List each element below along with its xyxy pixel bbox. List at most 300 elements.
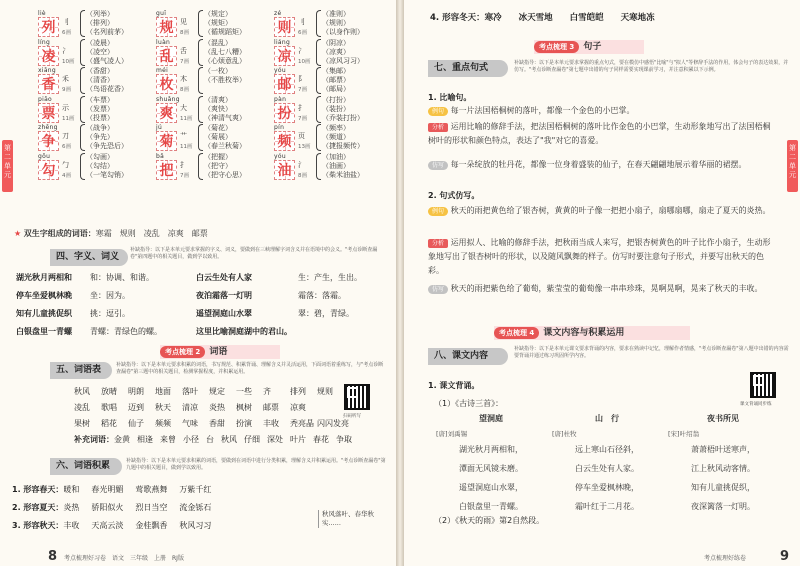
vocab-word: 规定 xyxy=(209,387,225,396)
pinyin: pín xyxy=(274,124,285,131)
char-word: （把握） xyxy=(204,152,232,161)
poems-label: （1）《古诗三首》： xyxy=(434,399,504,408)
stroke-count: 4画 xyxy=(62,172,71,179)
char-word: （规定） xyxy=(204,10,232,18)
stroke-count: 11画 xyxy=(180,115,193,122)
stroke-count: 11画 xyxy=(180,144,193,150)
char-cell xyxy=(274,39,391,67)
char-words xyxy=(204,124,246,151)
char-word: （发票） xyxy=(86,104,114,113)
season-word: 金桂飘香 xyxy=(135,521,168,530)
season-row: 2. 形容夏天：炎热 骄阳似火 烈日当空 流金铄石 xyxy=(12,503,212,512)
poem-line: 江上秋风动客情。 xyxy=(691,464,755,473)
vocab-word: 规则 xyxy=(317,387,333,396)
sec4-cell: 白银盘里一青螺 xyxy=(16,327,72,336)
char-cell xyxy=(38,39,155,67)
vocab-word: 秃亮晶 xyxy=(290,419,314,428)
supplement-word: 深处 xyxy=(267,435,283,444)
sec4-cell: 湖光秋月两相和 xyxy=(16,273,72,282)
season-word: 流金铄石 xyxy=(179,503,212,512)
brace xyxy=(80,67,85,94)
char-word: （凉风习习） xyxy=(322,56,364,65)
char-word: （把守心思） xyxy=(204,170,246,179)
stroke-count: 13画 xyxy=(298,144,311,150)
unit-side-tab: 第二单元 xyxy=(2,140,13,192)
poem xyxy=(436,410,546,516)
radical: 见 xyxy=(180,18,187,26)
kd4-banner: 考点梳理 4 课文内容与积累运用 xyxy=(494,326,690,340)
char-cell xyxy=(38,124,155,152)
char-words xyxy=(204,10,246,37)
poem-line: 萧萧梧叶送寒声， xyxy=(691,445,755,454)
char-word: （阴凉） xyxy=(322,38,350,47)
s1-label: 1. 比喻句。 xyxy=(428,93,472,102)
pinyin: yóu xyxy=(274,67,286,74)
brace xyxy=(198,96,203,123)
vocab-word: 扮演 xyxy=(236,419,252,428)
poem-line: 知有儿童挑促织， xyxy=(691,483,755,492)
qr-code[interactable] xyxy=(344,384,370,410)
brace xyxy=(198,153,203,180)
vocab-word: 歌唱 xyxy=(101,403,117,412)
qr-code-right[interactable] xyxy=(750,372,776,398)
sec4-cell: 翠：碧，青绿。 xyxy=(298,309,354,318)
vocab-word: 枫树 xyxy=(236,403,252,412)
sec4-cell: 生：产生，生出。 xyxy=(298,273,362,282)
tianzige-box: 列 xyxy=(38,17,59,37)
kd3-banner: 考点梳理 3 句子 xyxy=(534,40,644,54)
char-words xyxy=(86,67,128,94)
brace xyxy=(316,153,321,180)
tianzige-box: 枚 xyxy=(156,74,177,94)
season-row: 1. 形容春天：暖和 春光明媚 莺歌燕舞 万紫千红 xyxy=(12,485,212,494)
stroke-count: 7画 xyxy=(180,58,189,65)
supplement-word: 相逢 xyxy=(137,435,153,444)
tianzige-box: 乱 xyxy=(156,46,177,66)
vocab-word: 齐 xyxy=(263,387,271,396)
tianzige-box: 则 xyxy=(274,17,295,37)
poem-author: [宋]叶绍翁 xyxy=(668,430,700,438)
char-word: （凌晨） xyxy=(86,38,114,47)
char-word: （装扮） xyxy=(322,104,350,113)
char-cell xyxy=(274,124,391,152)
brace xyxy=(316,10,321,37)
char-word: （规则） xyxy=(322,19,350,27)
poem-line: 远上寒山石径斜， xyxy=(575,445,639,454)
vocab-word: 丰收 xyxy=(263,419,279,428)
char-word: （乔装打扮） xyxy=(322,113,364,122)
char-row xyxy=(38,39,390,68)
s2-analysis: 分析 运用拟人、比喻的修辞手法，把秋雨当成人来写，把银杏树黄色的叶子比作小扇子，生动形象地写出了银杏树叶的形状，以及随风飘舞的样子。仿写时要注意句子形式，并要写出秋天的色彩。 xyxy=(428,238,771,275)
supplement-word: 金黄 xyxy=(114,435,130,444)
qr-label: 扫码听写 xyxy=(343,414,361,419)
vocab-word: 放晴 xyxy=(101,387,117,396)
char-words xyxy=(86,39,128,66)
char-word: （频率） xyxy=(322,124,350,132)
radical: 艹 xyxy=(180,132,187,140)
char-word: （香甜） xyxy=(86,67,114,75)
poem-line: 遥望洞庭山水翠， xyxy=(459,483,523,492)
vocab-word: 地面 xyxy=(155,387,171,396)
tianzige-box: 把 xyxy=(156,160,177,180)
tianzige-box: 油 xyxy=(274,160,295,180)
supplement-word: 来曾 xyxy=(160,435,176,444)
vocab-word: 香甜 xyxy=(209,419,225,428)
s2-label: 2. 句式仿写。 xyxy=(428,191,480,200)
stroke-count: 7画 xyxy=(180,172,189,179)
supplement-word: 台 xyxy=(206,435,214,444)
poem xyxy=(668,410,778,516)
char-cell xyxy=(156,96,273,124)
vocab-word: 清凉 xyxy=(182,403,198,412)
char-words xyxy=(322,124,364,151)
radical: 刂 xyxy=(298,18,305,26)
twin-words: ★ 双生字组成的词语：寒霜 规则 凌乱 凉爽 邮票 xyxy=(14,229,208,238)
radical: 页 xyxy=(298,132,305,140)
char-word: （列举） xyxy=(86,10,114,18)
season-word: 骄阳似火 xyxy=(91,503,124,512)
season-row: 3. 形容秋天：丰收 天高云淡 金桂飘香 秋风习习 xyxy=(12,521,212,530)
poem xyxy=(552,410,662,516)
char-word: （把守） xyxy=(204,161,232,170)
sec4-cell: 霜落：落霜。 xyxy=(298,291,346,300)
char-cell xyxy=(274,153,391,181)
char-cell xyxy=(156,153,273,181)
page-number-left: 8 xyxy=(48,549,58,564)
radical: 冫 xyxy=(298,46,305,55)
char-cell xyxy=(274,10,391,38)
stroke-count: 6画 xyxy=(62,30,71,36)
stroke-count: 7画 xyxy=(298,115,307,122)
poem-line: 湖光秋月两相和， xyxy=(459,445,523,454)
pinyin: jú xyxy=(156,124,163,131)
char-row xyxy=(38,67,390,96)
vocab-word: 闪闪发亮 xyxy=(317,419,349,428)
char-word: （邮局） xyxy=(322,85,350,93)
char-words xyxy=(204,153,246,180)
radical: 氵 xyxy=(298,160,305,169)
brace xyxy=(80,10,85,37)
unit-side-tab-right: 第二单元 xyxy=(787,140,798,192)
char-row xyxy=(38,124,390,153)
vocab-word: 凌乱 xyxy=(74,403,90,412)
char-word: （盛气凌人） xyxy=(86,56,128,65)
star-icon: ★ xyxy=(14,229,22,238)
poem-line: 白云生处有人家。 xyxy=(575,464,639,473)
char-word: （勾结） xyxy=(86,161,114,170)
pinyin: xiāng xyxy=(38,67,57,74)
char-cell xyxy=(274,96,391,124)
left-page xyxy=(0,0,396,566)
supplement-word: 春花 xyxy=(313,435,329,444)
char-word: （凉爽） xyxy=(322,47,350,56)
char-words xyxy=(322,10,364,37)
s1-analysis: 分析 运用比喻的修辞手法，把法国梧桐树的落叶比作金色的小巴掌，生动形象地写出了法国梧桐树叶的形状和颜色特点，表达了"我"对它的喜爱。 xyxy=(428,122,771,145)
char-words xyxy=(322,153,364,180)
pinyin: líng xyxy=(38,38,51,46)
stroke-count: 9画 xyxy=(62,87,71,93)
sec4-cell: 和：协调、和谐。 xyxy=(90,273,154,282)
stroke-count: 8画 xyxy=(298,172,307,179)
sec4-cell: 青螺：青绿色的螺。 xyxy=(90,327,162,336)
char-word: （战争） xyxy=(86,124,114,132)
brace xyxy=(198,67,203,94)
radical: 勹 xyxy=(62,160,69,169)
pinyin: guī xyxy=(156,10,167,17)
section-5-header: 五、词语表 xyxy=(50,362,112,379)
char-word: （集邮） xyxy=(322,67,350,75)
char-words xyxy=(204,67,246,85)
char-cell xyxy=(38,10,155,38)
tianzige-box: 香 xyxy=(38,74,59,94)
char-word: （清香） xyxy=(86,76,114,84)
vocab-word: 迈到 xyxy=(128,403,144,412)
right-page xyxy=(404,0,800,566)
book-gutter xyxy=(396,0,404,566)
s1-imitate: 仿写 每一朵绽放的牡丹花，都像一位身着盛装的仙子，在春天翩翩地展示着华丽的裙摆。 xyxy=(428,158,778,172)
pinyin: bǎ xyxy=(156,152,165,160)
char-words xyxy=(322,96,364,123)
season-word: 丰收 xyxy=(63,521,80,530)
brace xyxy=(316,67,321,94)
brace xyxy=(198,124,203,151)
char-words xyxy=(86,10,128,37)
section-8-hint: 补缺指导：以下是本单元课文要求背诵的内容，要求在熟读中记忆，理解作者情感，"考点诊断查漏卷"第八题中出错的内容需要背诵并通过练习巩固所学内容。 xyxy=(514,346,789,359)
char-row xyxy=(38,153,390,182)
brace xyxy=(198,10,203,37)
radical: 刀 xyxy=(62,132,69,140)
supplement-word: 争取 xyxy=(336,435,352,444)
brace xyxy=(316,124,321,151)
vocab-word: 排列 xyxy=(290,387,306,396)
supplement-word: 秋风 xyxy=(221,435,237,444)
tianzige-box: 邮 xyxy=(274,74,295,94)
section-8-header: 八、课文内容 xyxy=(428,348,508,365)
season-word: 天高云淡 xyxy=(91,521,124,530)
pinyin: gōu xyxy=(38,152,51,160)
char-word: （菊花） xyxy=(204,124,232,132)
poem-line: 停车坐爱枫林晚， xyxy=(575,483,639,492)
section-7-header: 七、重点句式 xyxy=(428,60,508,77)
vocab-word: 果树 xyxy=(74,419,90,428)
char-cell xyxy=(156,39,273,67)
tianzige-box: 凉 xyxy=(274,46,295,66)
sec4-cell: 遥望洞庭山水翠 xyxy=(196,309,252,318)
poem-line: 白银盘里一青螺。 xyxy=(459,502,523,511)
char-word: （油画） xyxy=(322,161,350,170)
stroke-count: 11画 xyxy=(62,115,75,122)
radical: 大 xyxy=(180,103,187,112)
char-row xyxy=(38,96,390,125)
char-cell xyxy=(38,153,155,181)
vocab-word: 凉爽 xyxy=(290,403,306,412)
stroke-count: 7画 xyxy=(298,87,307,93)
sec4-cell: 这里比喻洞庭湖中的君山。 xyxy=(196,327,292,336)
pinyin: liáng xyxy=(274,38,291,46)
item-4-winter: 4. 形容冬天：寒冷 冰天雪地 白雪皑皑 天寒地冻 xyxy=(430,13,655,23)
poem-title: 望洞庭 xyxy=(479,414,503,423)
char-word: （鸟语花香） xyxy=(86,85,128,93)
tianzige-box: 规 xyxy=(156,17,177,37)
char-word: （爽快） xyxy=(204,104,232,113)
qr-label-right: 课文背诵同步练 xyxy=(740,402,772,407)
section-7-hint: 补缺指导：以下是本单元要求掌握的重点句式，要在模仿中感悟"比喻"与"拟人"等修辞手法的作用，体会句子的表达效果，并仿写。"考点诊断查漏卷"第七题中出错的句子同样需要实现课前学习，并注意积累以下示例。 xyxy=(514,60,789,73)
char-word: （不胜枚举） xyxy=(204,76,246,84)
radical: 刂 xyxy=(62,18,69,26)
season-word: 烈日当空 xyxy=(135,503,168,512)
radical: 扌 xyxy=(180,160,187,169)
section-6-note: 秋风落叶、春华秋实...... xyxy=(318,510,388,528)
vocab-word: 稻花 xyxy=(101,419,117,428)
char-word: （打扮） xyxy=(322,95,350,104)
char-words xyxy=(86,153,128,180)
s2-imitate: 仿写 秋天的雨把紫色给了葡萄，紫莹莹的葡萄像一串串珍珠，晃啊晃啊，晃来了秋天的丰收。 xyxy=(428,282,778,296)
stroke-count: 10画 xyxy=(298,58,311,65)
char-word: （柴米油盐） xyxy=(322,170,364,179)
char-word: （排列） xyxy=(86,19,114,27)
char-cell xyxy=(38,96,155,124)
tianzige-box: 勾 xyxy=(38,160,59,180)
char-word: （心烦意乱） xyxy=(204,56,246,65)
char-word: （清爽） xyxy=(204,95,232,104)
char-word: （准则） xyxy=(322,10,350,18)
supplement-word: 小径 xyxy=(183,435,199,444)
stroke-count: 6画 xyxy=(62,144,71,150)
season-word: 秋风习习 xyxy=(179,521,212,530)
tianzige-box: 扮 xyxy=(274,103,295,123)
pinyin: shuǎng xyxy=(156,95,180,103)
sec4-cell: 挑：逗引。 xyxy=(90,309,130,318)
char-cell xyxy=(156,10,273,38)
brace xyxy=(316,96,321,123)
brace xyxy=(80,153,85,180)
section-6-header: 六、词语积累 xyxy=(50,458,122,475)
tianzige-box: 争 xyxy=(38,131,59,151)
char-word: （名列前茅） xyxy=(86,28,128,36)
radical: 冫 xyxy=(62,46,69,55)
char-row xyxy=(38,10,390,39)
tianzige-box: 频 xyxy=(274,131,295,151)
char-word: （投票） xyxy=(86,113,114,122)
brace xyxy=(80,96,85,123)
char-cell xyxy=(156,124,273,152)
radical: 舌 xyxy=(180,46,187,55)
poem-line: 潭面无风镜未磨。 xyxy=(459,464,523,473)
pinyin: luàn xyxy=(156,38,171,46)
kd2-banner: 考点梳理 2 词语 xyxy=(160,345,280,359)
poem-author: [唐]杜牧 xyxy=(552,430,577,438)
pinyin: piāo xyxy=(38,95,53,103)
char-word: （勾画） xyxy=(86,152,114,161)
supplement-word: 仔细 xyxy=(244,435,260,444)
season-word: 莺歌燕舞 xyxy=(135,485,168,494)
char-word: （一笔勾销） xyxy=(86,170,128,179)
char-cell xyxy=(156,67,273,95)
char-word: （争先） xyxy=(86,133,114,141)
char-words xyxy=(86,96,114,123)
vocab-word: 秋风 xyxy=(74,387,90,396)
char-word: （循规蹈矩） xyxy=(204,28,246,36)
pinyin: zé xyxy=(274,10,282,17)
tianzige-box: 爽 xyxy=(156,103,177,123)
char-word: （一枚） xyxy=(204,67,232,75)
stroke-count: 8画 xyxy=(180,87,189,93)
char-words xyxy=(86,124,128,151)
section-5-hint: 补缺指导：以下是本单元要求积累的词语，书写规范、积累背诵、理解含义并灵活运用，下面词语着重练写，与"考点诊断查漏卷"第三题中的相关题目，检测掌握程度，并积累运用。 xyxy=(116,362,384,375)
section-6-hint: 补缺指导：以下是本单元要求积累的词语，要做到在词语中进行分类积累，理解含义并积累运用。"考点诊断查漏卷"第九题中的相关题目，做到学以致用。 xyxy=(126,458,386,471)
sec4-cell: 夜泊霜落一灯明 xyxy=(196,291,252,300)
supplement-word: 叶片 xyxy=(290,435,306,444)
vocab-word: 秋天 xyxy=(155,403,171,412)
tianzige-box: 凌 xyxy=(38,46,59,66)
char-word: （频道） xyxy=(322,133,350,141)
char-word: （加油） xyxy=(322,152,350,161)
brace xyxy=(80,124,85,151)
char-words xyxy=(204,39,246,66)
item-2-autumn-rain: （2）《秋天的雨》第2自然段。 xyxy=(434,516,545,525)
char-word: （规矩） xyxy=(204,19,232,27)
char-word: （神清气爽） xyxy=(204,113,246,122)
char-cell xyxy=(38,67,155,95)
section-4-header: 四、字义、词义 xyxy=(50,249,128,266)
character-grid xyxy=(38,10,390,181)
footer-left: 考点梳理好习卷 语文 三年级 上册 RJ版 xyxy=(64,555,184,562)
stroke-count: 10画 xyxy=(62,58,75,65)
char-word: （混乱） xyxy=(204,38,232,47)
char-word: （乱七八糟） xyxy=(204,47,246,56)
poem-line: 夜深篱落一灯明。 xyxy=(691,502,755,511)
char-word: （车票） xyxy=(86,95,114,104)
vocab-word: 邮票 xyxy=(263,403,279,412)
sec4-cell: 知有儿童挑促织 xyxy=(16,309,72,318)
char-word: （邮票） xyxy=(322,76,350,84)
vocab-word: 炎热 xyxy=(209,403,225,412)
char-word: （捷报频传） xyxy=(322,142,364,150)
pinyin: méi xyxy=(156,67,169,74)
poem-title: 夜书所见 xyxy=(707,414,739,423)
sec4-cell: 坐：因为。 xyxy=(90,291,130,300)
char-word: （争先恐后） xyxy=(86,142,128,150)
sec4-cell: 停车坐爱枫林晚 xyxy=(16,291,72,300)
season-word: 春光明媚 xyxy=(91,485,124,494)
pinyin: yóu xyxy=(274,152,286,160)
radical: 阝 xyxy=(298,75,305,83)
char-word: （以身作则） xyxy=(322,28,364,36)
vocab-word: 明朗 xyxy=(128,387,144,396)
footer-right: 考点梳理好练卷 xyxy=(704,555,747,562)
pinyin: liè xyxy=(38,10,46,17)
supplement-words: 补充词语：金黄 相逢 来曾 小径 台 秋风 仔细 深处 叶片 春花 争取 xyxy=(74,435,352,444)
radical: 示 xyxy=(62,103,69,112)
stroke-count: 8画 xyxy=(180,30,189,36)
char-word: （春兰秋菊） xyxy=(204,142,246,150)
char-cell xyxy=(274,67,391,95)
sec4-cell: 白云生处有人家 xyxy=(196,273,252,282)
radical: 扌 xyxy=(298,103,305,112)
stroke-count: 6画 xyxy=(298,30,307,36)
vocab-word: 频频 xyxy=(155,419,171,428)
poem-title: 山 行 xyxy=(595,414,619,423)
section-4-hint: 补缺指导：以下是本单元要求掌握的字义、词义，要做到在三峡理解字词含义并在语境中的会义。"考点诊断查漏卷"第四题中的相关题目，做到学以致用。 xyxy=(130,247,378,260)
char-words xyxy=(204,96,246,123)
brace xyxy=(198,39,203,66)
vocab-word: 仙子 xyxy=(128,419,144,428)
tianzige-box: 票 xyxy=(38,103,59,123)
poem-author: [唐]刘禹锡 xyxy=(436,430,468,438)
radical: 木 xyxy=(180,75,187,83)
char-word: （菊展） xyxy=(204,133,232,141)
s1-example: 例句 每一片法国梧桐树的落叶，都像一个金色的小巴掌。 xyxy=(428,104,778,118)
